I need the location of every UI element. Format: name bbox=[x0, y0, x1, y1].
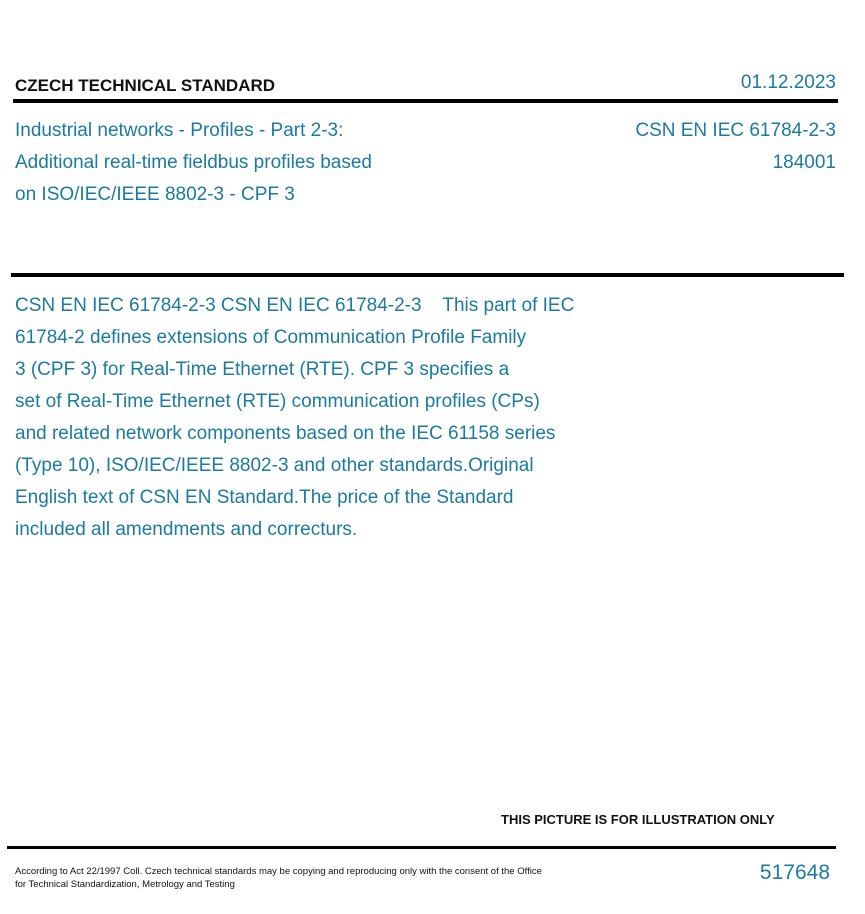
publication-date: 01.12.2023 bbox=[740, 72, 836, 93]
illustration-notice: THIS PICTURE IS FOR ILLUSTRATION ONLY bbox=[501, 812, 775, 827]
abstract-text bbox=[15, 290, 574, 546]
abstract-line: set of Real-Time Ethernet (RTE) communication profiles (CPs) bbox=[15, 391, 540, 412]
title-divider bbox=[11, 273, 844, 277]
abstract-line: 3 (CPF 3) for Real-Time Ethernet (RTE). CPF 3 specifies a bbox=[15, 359, 510, 380]
standard-code: CSN EN IEC 61784-2-3 bbox=[635, 120, 836, 141]
standard-title-line: Industrial networks - Profiles - Part 2-3: bbox=[15, 120, 344, 141]
legal-line: According to Act 22/1997 Coll. Czech technical standards may be copying and reproducing only with the consent of the Office bbox=[15, 866, 542, 877]
class-number: 184001 bbox=[772, 152, 836, 173]
standard-title bbox=[15, 115, 455, 211]
abstract-line: included all amendments and correcturs. bbox=[15, 519, 358, 540]
legal-line: for Technical Standardization, Metrology and Testing bbox=[15, 879, 235, 890]
standard-title-line: Additional real-time fieldbus profiles based bbox=[15, 152, 372, 173]
legal-notice bbox=[15, 865, 542, 891]
abstract-line: and related network components based on the IEC 61158 series bbox=[15, 423, 556, 444]
product-number: 517648 bbox=[759, 861, 830, 884]
abstract-line: (Type 10), ISO/IEC/IEEE 8802-3 and other standards.Original bbox=[15, 455, 534, 476]
header-divider bbox=[13, 99, 838, 103]
abstract-line: CSN EN IEC 61784-2-3 CSN EN IEC 61784-2-3 This part of IEC bbox=[15, 295, 575, 316]
document-type-label: CZECH TECHNICAL STANDARD bbox=[15, 76, 276, 95]
abstract-line: 61784-2 defines extensions of Communication Profile Family bbox=[15, 327, 527, 348]
abstract-line: English text of CSN EN Standard.The price of the Standard bbox=[15, 487, 514, 508]
standard-identifiers bbox=[635, 115, 836, 179]
standard-title-line: on ISO/IEC/IEEE 8802-3 - CPF 3 bbox=[15, 184, 295, 205]
footer-divider bbox=[7, 846, 836, 849]
